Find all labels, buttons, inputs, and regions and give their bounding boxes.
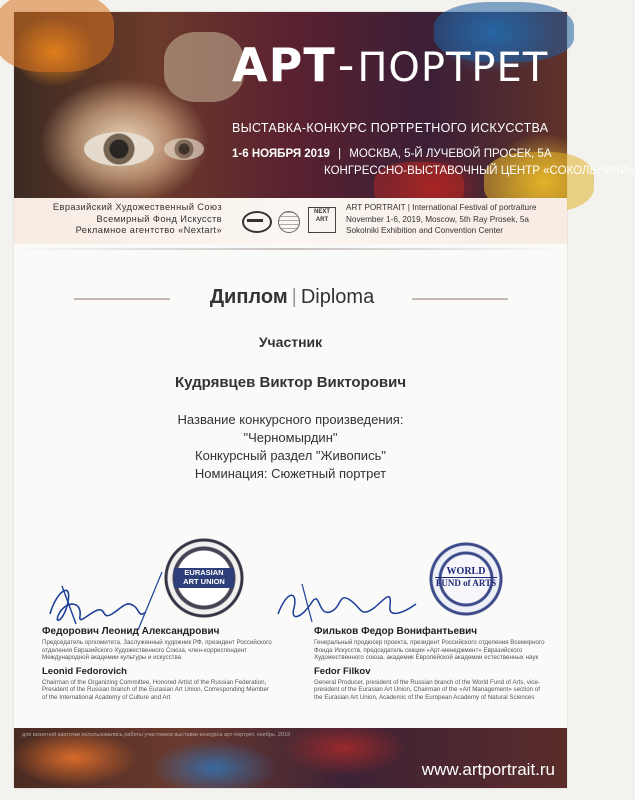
portrait-eye [164,138,204,160]
nextart-logo-icon: NEXT ART [308,207,336,233]
signatory-right-name-ru: Фильков Федор Вонифантьевич [314,626,478,637]
date-separator: | [338,148,342,160]
event-subtitle: ВЫСТАВКА-КОНКУРС ПОРТРЕТНОГО ИСКУССТВА [232,121,549,135]
stamp-right-text [435,566,497,589]
diploma-page [14,12,635,788]
eurasian-art-union-stamp [164,538,244,618]
paint-stroke [0,0,114,72]
festival-en-line-3: Sokolniki Exhibition and Convention Center [346,226,504,235]
signature-left [42,572,152,632]
signatory-left-desc-en: Chairman of the Organizing Committee, Honored Artist of the Russian Federation, President of the Russian branch of the Eurasian Art Union, Corresponding Member of the International Academy of Culture and Art [42,678,269,701]
portrait-eye [84,132,154,166]
work-label: Название конкурсного произведения: [177,412,404,427]
title-part1: АРТ [232,38,336,92]
nomination: Номинация: Сюжетный портрет [194,466,387,481]
organizer-3: Рекламное агентство «Nextart» [75,225,222,235]
organizer-logos [242,207,337,233]
signatory-right-desc-en: General Producer, president of the Russian branch of the World Fund of Arts, vice-president of the Eurasian Art Union, Chairman of the «Art Management» section of the Eurasian Art Union, Academic of the European Academy of Natural Sciences [314,678,540,701]
event-title [232,40,567,93]
divider [14,248,567,250]
diploma-en: Diploma [300,286,375,308]
stamp-band [174,568,234,588]
website-link[interactable]: www.artportrait.ru [421,760,555,779]
stamp-right-line-1: WORLD [435,566,497,578]
stamp-left-line-2: ART UNION [183,577,225,586]
organizers-ru [22,202,222,237]
diploma-bar: | [291,286,297,308]
signatory-right-name-en: Fedor Filkov [314,665,371,677]
signatory-left-name-en: Leonid Fedorovich [42,665,127,677]
signatory-right [314,626,549,702]
participant-name: Кудрявцев Виктор Викторович [174,374,407,391]
eurasian-union-logo-icon [242,211,272,233]
work-title: "Черномырдин" [243,430,338,445]
world-fund-globe-icon [278,211,300,233]
signature-right [272,578,422,628]
organizers-en [346,202,566,237]
heading-rule-right [412,298,508,300]
festival-en-line-2: November 1-6, 2019, Moscow, 5th Ray Prosek, 5a [346,214,529,224]
world-fund-of-arts-stamp [427,540,505,618]
signatory-right-desc-ru: Генеральный продюсер проекта, президент Российского отделения Всемирного Фонда Искусств, председатель секции «Арт-менеджмент» Евразийского Художественного союза, академик Европейской академии естественных наук [314,639,545,662]
competition-section: Конкурсный раздел "Живопись" [195,448,386,463]
diploma-heading [172,286,412,309]
footer-credits: для визитной карточки использовались работы участников выставки-конкурса арт-портрет, ноябрь, 2019 [22,732,291,738]
banner [14,12,635,198]
stamp-left-line-1: EURASIAN [184,568,224,577]
footer-banner [14,728,567,788]
heading-rule-left [74,298,170,300]
title-dash: - [337,38,356,92]
event-address: МОСКВА, 5-Й ЛУЧЕВОЙ ПРОСЕК, 5А [349,148,552,160]
participant-label: Участник [258,334,323,350]
signatory-left [42,626,272,702]
event-venue: КОНГРЕССНО-ВЫСТАВОЧНЫЙ ЦЕНТР «СОКОЛЬНИКИ» [324,165,635,177]
organizer-2: Всемирный Фонд Искусств [96,213,222,224]
event-date-line [232,148,552,160]
signatory-left-desc-ru: Председатель оргкомитета, Заслуженный художник РФ, президент Российского отделения Евразийского Художественного Союза, член-корреспондент Международной академии культуры и искусства [42,639,272,662]
diploma-ru: Диплом [209,286,288,308]
signatory-left-name-ru: Федорович Леонид Александрович [42,626,220,637]
title-part2: ПОРТРЕТ [357,45,549,91]
stamp-right-line-2: FUND of ARTS [435,578,497,588]
festival-en-line-1: ART PORTRAIT | International Festival of portraiture [346,203,537,212]
organizer-1: Евразийский Художественный Союз [52,202,222,212]
event-dates: 1-6 НОЯБРЯ 2019 [232,148,330,160]
